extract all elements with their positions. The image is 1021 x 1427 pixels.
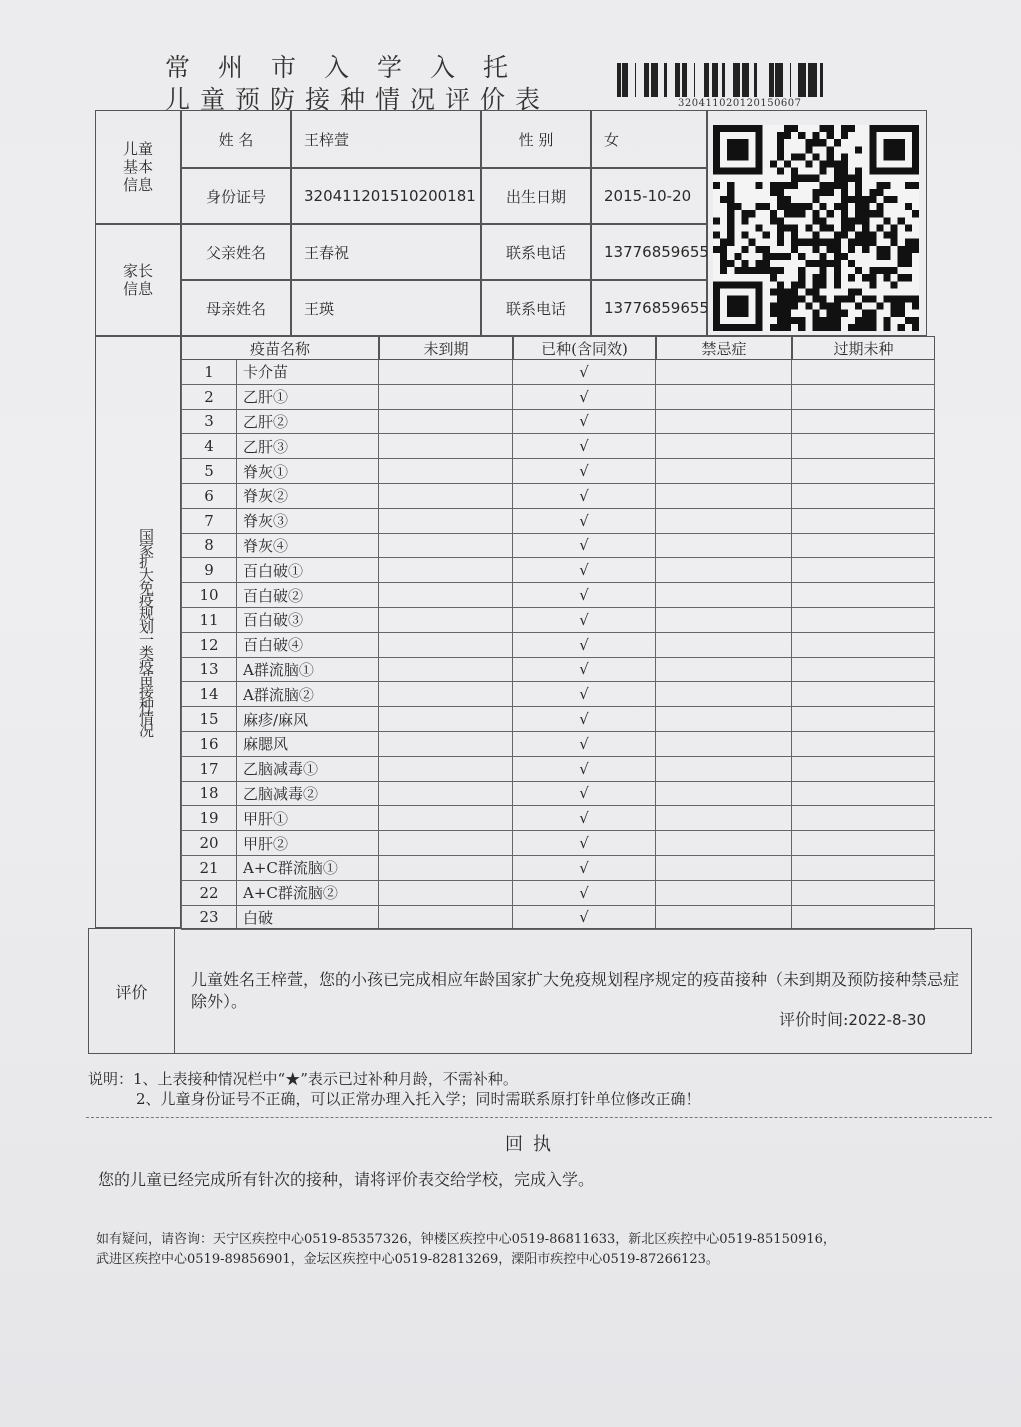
row-overdue: [792, 732, 935, 757]
row-done-check: √: [513, 757, 656, 782]
header-done: 已种(含同效): [513, 336, 656, 360]
row-number: 3: [181, 410, 237, 435]
row-overdue: [792, 410, 935, 435]
row-vaccine-name: 卡介苗: [237, 360, 379, 385]
row-number: 8: [181, 534, 237, 559]
row-done-check: √: [513, 608, 656, 633]
row-contraindication: [656, 782, 792, 807]
row-number: 10: [181, 583, 237, 608]
birth-value: 2015-10-20: [591, 168, 707, 224]
row-vaccine-name: A+C群流脑①: [237, 856, 379, 881]
row-done-check: √: [513, 459, 656, 484]
row-done-check: √: [513, 583, 656, 608]
header-not-due: 未到期: [379, 336, 513, 360]
cut-line: [86, 1117, 992, 1118]
table-row: [181, 633, 961, 658]
row-contraindication: [656, 707, 792, 732]
table-row: [181, 558, 961, 583]
row-number: 14: [181, 682, 237, 707]
row-not-due: [379, 707, 513, 732]
row-overdue: [792, 682, 935, 707]
row-not-due: [379, 856, 513, 881]
evaluation-text: 儿童姓名王梓萱，您的小孩已完成相应年龄国家扩大免疫规划程序规定的疫苗接种（未到期及预防接种禁忌症除外）。: [191, 970, 960, 1011]
father-value: 王春祝: [291, 224, 481, 280]
row-not-due: [379, 583, 513, 608]
row-overdue: [792, 484, 935, 509]
row-contraindication: [656, 831, 792, 856]
row-number: 1: [181, 360, 237, 385]
table-row: [181, 757, 961, 782]
row-contraindication: [656, 484, 792, 509]
row-number: 12: [181, 633, 237, 658]
id-label: 身份证号: [181, 168, 291, 224]
row-contraindication: [656, 906, 792, 931]
row-vaccine-name: 甲肝②: [237, 831, 379, 856]
row-contraindication: [656, 360, 792, 385]
row-done-check: √: [513, 806, 656, 831]
row-done-check: √: [513, 881, 656, 906]
row-not-due: [379, 732, 513, 757]
header-vaccine-name: 疫苗名称: [181, 336, 379, 360]
table-row: [181, 682, 961, 707]
table-row: [181, 831, 961, 856]
title-line-2: 儿童预防接种情况评价表: [165, 85, 551, 114]
row-number: 5: [181, 459, 237, 484]
evaluation-time-label: 评价时间:: [779, 1010, 849, 1029]
vaccine-section-label: 国家扩大免疫规划一类疫苗接种情况: [95, 336, 181, 928]
row-not-due: [379, 484, 513, 509]
row-vaccine-name: 脊灰③: [237, 509, 379, 534]
row-number: 11: [181, 608, 237, 633]
evaluation-label: 评价: [89, 929, 175, 1053]
row-contraindication: [656, 856, 792, 881]
row-contraindication: [656, 881, 792, 906]
row-not-due: [379, 831, 513, 856]
row-vaccine-name: 白破: [237, 906, 379, 931]
row-done-check: √: [513, 410, 656, 435]
row-contraindication: [656, 583, 792, 608]
row-number: 18: [181, 782, 237, 807]
row-done-check: √: [513, 385, 656, 410]
note-line-1: 说明：1、上表接种情况栏中“★”表示已过补种月龄，不需补种。: [88, 1070, 518, 1088]
row-contraindication: [656, 608, 792, 633]
row-not-due: [379, 410, 513, 435]
table-row: [181, 732, 961, 757]
row-overdue: [792, 757, 935, 782]
table-row: [181, 583, 961, 608]
row-overdue: [792, 558, 935, 583]
name-label: 姓 名: [181, 110, 291, 168]
row-not-due: [379, 434, 513, 459]
row-overdue: [792, 658, 935, 683]
row-contraindication: [656, 434, 792, 459]
table-row: [181, 856, 961, 881]
father-phone-label: 联系电话: [481, 224, 591, 280]
row-not-due: [379, 658, 513, 683]
table-row: [181, 707, 961, 732]
row-done-check: √: [513, 558, 656, 583]
row-vaccine-name: 脊灰④: [237, 534, 379, 559]
row-done-check: √: [513, 534, 656, 559]
row-not-due: [379, 360, 513, 385]
row-number: 9: [181, 558, 237, 583]
row-vaccine-name: 百白破①: [237, 558, 379, 583]
row-overdue: [792, 831, 935, 856]
receipt-title: 回执: [505, 1134, 561, 1155]
row-not-due: [379, 459, 513, 484]
evaluation-time-value: 2022-8-30: [848, 1011, 927, 1029]
father-phone-value: 13776859655: [591, 224, 707, 280]
row-vaccine-name: 脊灰①: [237, 459, 379, 484]
row-vaccine-name: A+C群流脑②: [237, 881, 379, 906]
row-vaccine-name: 百白破③: [237, 608, 379, 633]
row-done-check: √: [513, 682, 656, 707]
row-contraindication: [656, 682, 792, 707]
row-contraindication: [656, 509, 792, 534]
table-row: [181, 658, 961, 683]
row-contraindication: [656, 385, 792, 410]
row-overdue: [792, 583, 935, 608]
gender-value: 女: [591, 110, 707, 168]
mother-phone-label: 联系电话: [481, 280, 591, 336]
row-done-check: √: [513, 906, 656, 931]
row-vaccine-name: A群流脑①: [237, 658, 379, 683]
table-row: [181, 459, 961, 484]
name-value: 王梓萱: [291, 110, 481, 168]
row-contraindication: [656, 633, 792, 658]
row-number: 21: [181, 856, 237, 881]
row-not-due: [379, 906, 513, 931]
row-vaccine-name: 乙肝②: [237, 410, 379, 435]
row-not-due: [379, 782, 513, 807]
row-overdue: [792, 459, 935, 484]
table-row: [181, 806, 961, 831]
barcode-icon: [617, 63, 833, 97]
row-vaccine-name: 乙肝①: [237, 385, 379, 410]
row-overdue: [792, 806, 935, 831]
row-done-check: √: [513, 782, 656, 807]
child-info-section-label: 儿童基本信息: [95, 110, 181, 224]
row-overdue: [792, 434, 935, 459]
row-overdue: [792, 385, 935, 410]
row-done-check: √: [513, 360, 656, 385]
row-done-check: √: [513, 856, 656, 881]
row-not-due: [379, 806, 513, 831]
row-number: 6: [181, 484, 237, 509]
table-row: [181, 509, 961, 534]
row-contraindication: [656, 806, 792, 831]
row-number: 22: [181, 881, 237, 906]
row-done-check: √: [513, 831, 656, 856]
row-overdue: [792, 633, 935, 658]
row-not-due: [379, 682, 513, 707]
mother-value: 王瑛: [291, 280, 481, 336]
row-vaccine-name: 乙肝③: [237, 434, 379, 459]
row-not-due: [379, 757, 513, 782]
row-number: 4: [181, 434, 237, 459]
row-done-check: √: [513, 732, 656, 757]
row-contraindication: [656, 757, 792, 782]
row-number: 20: [181, 831, 237, 856]
table-row: [181, 608, 961, 633]
row-contraindication: [656, 558, 792, 583]
table-row: [181, 782, 961, 807]
table-row: [181, 360, 961, 385]
mother-label: 母亲姓名: [181, 280, 291, 336]
contact-line-2: 武进区疾控中心0519-89856901，金坛区疾控中心0519-82813269，溧阳市疾控中心0519-87266123。: [96, 1252, 719, 1267]
evaluation-box: [88, 928, 972, 1054]
id-value: 320411201510200181: [291, 168, 481, 224]
birth-label: 出生日期: [481, 168, 591, 224]
barcode-number: 320411020120150607: [678, 98, 802, 109]
gender-label: 性 别: [481, 110, 591, 168]
row-overdue: [792, 881, 935, 906]
row-contraindication: [656, 410, 792, 435]
row-done-check: √: [513, 509, 656, 534]
row-vaccine-name: 脊灰②: [237, 484, 379, 509]
note-line-2: 2、儿童身份证号不正确，可以正常办理入托入学；同时需联系原打针单位修改正确！: [136, 1090, 701, 1108]
parent-info-section-label: 家长信息: [95, 224, 181, 336]
row-not-due: [379, 385, 513, 410]
row-overdue: [792, 509, 935, 534]
row-done-check: √: [513, 633, 656, 658]
table-row: [181, 534, 961, 559]
row-number: 23: [181, 906, 237, 931]
row-number: 15: [181, 707, 237, 732]
row-vaccine-name: A群流脑②: [237, 682, 379, 707]
header-contraindication: 禁忌症: [656, 336, 792, 360]
row-overdue: [792, 707, 935, 732]
row-vaccine-name: 乙脑减毒①: [237, 757, 379, 782]
evaluation-time: [779, 1007, 926, 1030]
row-number: 2: [181, 385, 237, 410]
father-label: 父亲姓名: [181, 224, 291, 280]
row-done-check: √: [513, 484, 656, 509]
table-row: [181, 410, 961, 435]
row-not-due: [379, 633, 513, 658]
row-overdue: [792, 534, 935, 559]
contact-line-1: 如有疑问，请咨询：天宁区疾控中心0519-85357326，钟楼区疾控中心0519-86811633，新北区疾控中心0519-85150916，: [96, 1232, 836, 1247]
row-done-check: √: [513, 434, 656, 459]
row-vaccine-name: 麻腮风: [237, 732, 379, 757]
table-row: [181, 385, 961, 410]
row-not-due: [379, 881, 513, 906]
row-number: 13: [181, 658, 237, 683]
row-vaccine-name: 乙脑减毒②: [237, 782, 379, 807]
row-contraindication: [656, 732, 792, 757]
row-contraindication: [656, 658, 792, 683]
row-not-due: [379, 558, 513, 583]
row-number: 19: [181, 806, 237, 831]
row-overdue: [792, 856, 935, 881]
row-vaccine-name: 百白破④: [237, 633, 379, 658]
row-not-due: [379, 534, 513, 559]
row-contraindication: [656, 459, 792, 484]
table-row: [181, 881, 961, 906]
row-vaccine-name: 百白破②: [237, 583, 379, 608]
row-done-check: √: [513, 658, 656, 683]
row-overdue: [792, 608, 935, 633]
row-overdue: [792, 360, 935, 385]
row-not-due: [379, 608, 513, 633]
receipt-body: 您的儿童已经完成所有针次的接种，请将评价表交给学校，完成入学。: [98, 1170, 595, 1189]
row-number: 17: [181, 757, 237, 782]
row-number: 16: [181, 732, 237, 757]
row-contraindication: [656, 534, 792, 559]
title-line-1: 常州市入学入托: [165, 53, 537, 82]
mother-phone-value: 13776859655: [591, 280, 707, 336]
row-not-due: [379, 509, 513, 534]
table-row: [181, 484, 961, 509]
table-row: [181, 434, 961, 459]
qr-code-icon: [710, 125, 922, 331]
row-done-check: √: [513, 707, 656, 732]
row-vaccine-name: 麻疹/麻风: [237, 707, 379, 732]
row-vaccine-name: 甲肝①: [237, 806, 379, 831]
table-row: [181, 906, 961, 931]
row-number: 7: [181, 509, 237, 534]
row-overdue: [792, 782, 935, 807]
header-overdue: 过期未种: [792, 336, 935, 360]
row-overdue: [792, 906, 935, 931]
